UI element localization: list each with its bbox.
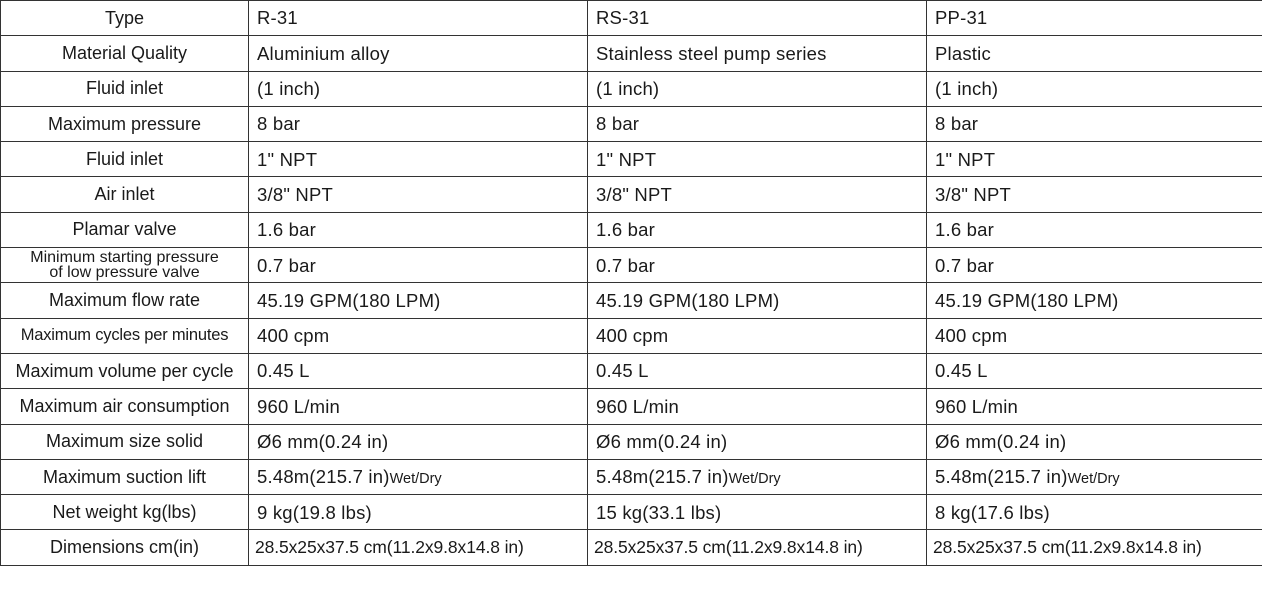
cell-suffix: Wet/Dry [1067, 470, 1120, 487]
cell-value: 9 kg(19.8 lbs) [249, 495, 588, 530]
cell-value [927, 459, 1262, 494]
cell-value: 45.19 GPM(180 LPM) [588, 283, 927, 318]
table-row [1, 248, 1262, 283]
table-row [1, 142, 1262, 177]
cell-value: 960 L/min [249, 389, 588, 424]
cell-value: 8 bar [927, 106, 1262, 141]
cell-value: Ø6 mm(0.24 in) [927, 424, 1262, 459]
cell-value: 400 cpm [927, 318, 1262, 353]
cell-value: 45.19 GPM(180 LPM) [249, 283, 588, 318]
row-label-line2: of low pressure valve [49, 264, 200, 282]
cell-value: 28.5x25x37.5 cm(11.2x9.8x14.8 in) [927, 530, 1262, 565]
cell-value: 45.19 GPM(180 LPM) [927, 283, 1262, 318]
cell-suffix: Wet/Dry [728, 470, 781, 487]
row-label: Net weight kg(lbs) [1, 495, 249, 530]
cell-value: 1" NPT [588, 142, 927, 177]
cell-value: 0.45 L [249, 353, 588, 388]
cell-value: 0.7 bar [927, 248, 1262, 283]
cell-value: Stainless steel pump series [588, 36, 927, 71]
header-model-pp31: PP-31 [927, 1, 1262, 36]
cell-value: 960 L/min [927, 389, 1262, 424]
table-row [1, 177, 1262, 212]
table-row [1, 389, 1262, 424]
cell-value: 8 bar [249, 106, 588, 141]
cell-value: Ø6 mm(0.24 in) [588, 424, 927, 459]
cell-value: 8 kg(17.6 lbs) [927, 495, 1262, 530]
cell-value: 1.6 bar [588, 212, 927, 247]
table-row [1, 353, 1262, 388]
row-label: Fluid inlet [1, 71, 249, 106]
cell-value: 400 cpm [588, 318, 927, 353]
header-type-label: Type [1, 1, 249, 36]
cell-value: 960 L/min [588, 389, 927, 424]
row-label: Maximum pressure [1, 106, 249, 141]
row-label: Air inlet [1, 177, 249, 212]
cell-value: 0.7 bar [588, 248, 927, 283]
cell-value: 1.6 bar [927, 212, 1262, 247]
cell-main-value: 5.48m(215.7 in) [257, 465, 390, 487]
cell-value: 0.7 bar [249, 248, 588, 283]
cell-main-value: 5.48m(215.7 in) [935, 465, 1068, 487]
cell-value: 3/8" NPT [249, 177, 588, 212]
table-row [1, 212, 1262, 247]
table-header-row [1, 1, 1262, 36]
row-label-line1: Minimum starting pressure [30, 249, 219, 267]
table-row [1, 495, 1262, 530]
cell-value: (1 inch) [249, 71, 588, 106]
cell-value: 15 kg(33.1 lbs) [588, 495, 927, 530]
cell-value: Plastic [927, 36, 1262, 71]
row-label [1, 248, 249, 283]
cell-main-value: 5.48m(215.7 in) [596, 465, 729, 487]
cell-value: 1" NPT [249, 142, 588, 177]
cell-value: 0.45 L [927, 353, 1262, 388]
row-label: Fluid inlet [1, 142, 249, 177]
table-row [1, 36, 1262, 71]
cell-value: Ø6 mm(0.24 in) [249, 424, 588, 459]
cell-value: (1 inch) [927, 71, 1262, 106]
row-label: Plamar valve [1, 212, 249, 247]
cell-value: 28.5x25x37.5 cm(11.2x9.8x14.8 in) [588, 530, 927, 565]
cell-value: 0.45 L [588, 353, 927, 388]
row-label: Maximum volume per cycle [1, 353, 249, 388]
cell-value: 400 cpm [249, 318, 588, 353]
row-label: Dimensions cm(in) [1, 530, 249, 565]
cell-value [588, 459, 927, 494]
cell-value: 8 bar [588, 106, 927, 141]
row-label: Material Quality [1, 36, 249, 71]
header-model-rs31: RS-31 [588, 1, 927, 36]
row-label: Maximum suction lift [1, 459, 249, 494]
cell-value: 3/8" NPT [588, 177, 927, 212]
cell-value: 1" NPT [927, 142, 1262, 177]
cell-value: 1.6 bar [249, 212, 588, 247]
table-row [1, 106, 1262, 141]
header-model-r31: R-31 [249, 1, 588, 36]
row-label: Maximum flow rate [1, 283, 249, 318]
row-label: Maximum cycles per minutes [1, 318, 249, 353]
cell-value [249, 459, 588, 494]
table-row [1, 318, 1262, 353]
table-row [1, 283, 1262, 318]
table-row [1, 459, 1262, 494]
cell-value: 3/8" NPT [927, 177, 1262, 212]
cell-value: Aluminium alloy [249, 36, 588, 71]
cell-value: (1 inch) [588, 71, 927, 106]
table-row [1, 71, 1262, 106]
row-label: Maximum air consumption [1, 389, 249, 424]
table-row [1, 424, 1262, 459]
row-label: Maximum size solid [1, 424, 249, 459]
cell-value: 28.5x25x37.5 cm(11.2x9.8x14.8 in) [249, 530, 588, 565]
cell-suffix: Wet/Dry [389, 470, 442, 487]
table-row [1, 530, 1262, 565]
